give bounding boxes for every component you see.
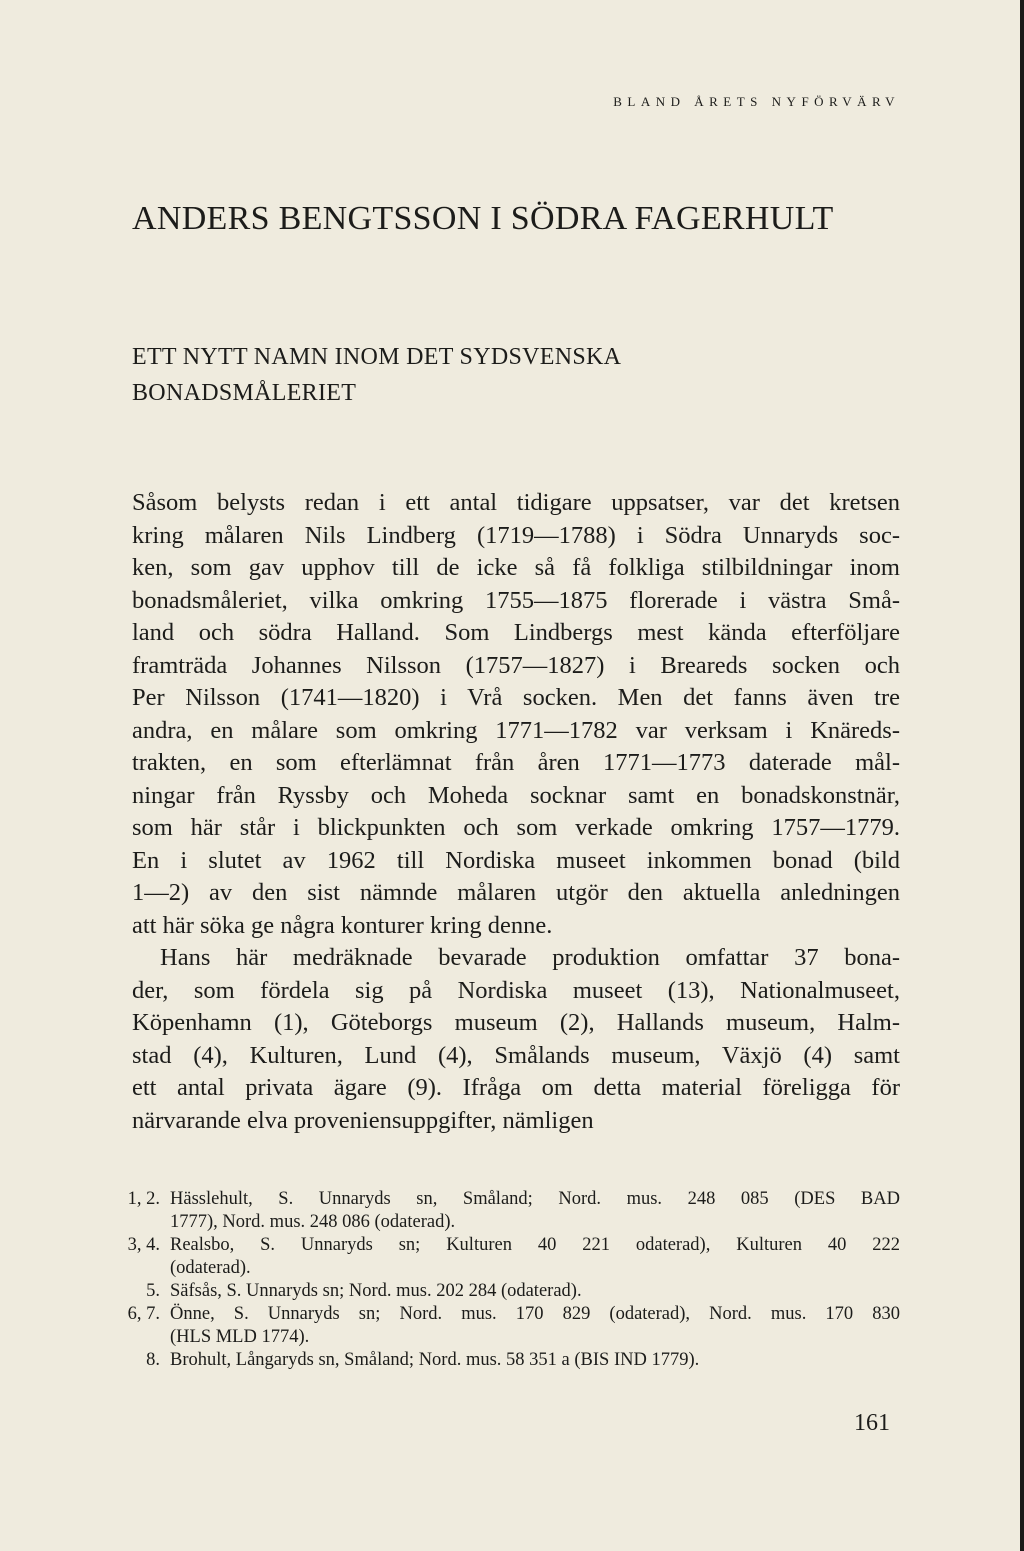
- text-line: trakten, en som efterlämnat från åren 1771—1773 daterade mål-: [132, 749, 900, 776]
- footnote-text: [170, 1280, 900, 1303]
- article-subtitle: [132, 339, 902, 411]
- text-line: stad (4), Kulturen, Lund (4), Smålands museum, Växjö (4) samt: [132, 1041, 900, 1069]
- footnote-text: [170, 1303, 900, 1349]
- footnote-line: 1777), Nord. mus. 248 086 (odaterad).: [170, 1212, 456, 1232]
- footnote: [122, 1303, 900, 1349]
- footnote-number: 8.: [146, 1350, 160, 1370]
- text-line: Per Nilsson (1741—1820) i Vrå socken. Men det fanns även tre: [132, 684, 900, 711]
- text-line: ett antal privata ägare (9). Ifråga om detta material föreligga för: [132, 1074, 900, 1101]
- footnote-line: (odaterad).: [170, 1258, 251, 1278]
- footnote-line: (HLS MLD 1774).: [170, 1327, 310, 1347]
- text-line: att här söka ge några konturer kring denne.: [132, 911, 553, 939]
- footnote-text: [170, 1234, 900, 1280]
- text-line: land och södra Halland. Som Lindbergs mest kända efterföljare: [132, 619, 900, 646]
- text-line: En i slutet av 1962 till Nordiska museet inkommen bonad (bild: [132, 846, 900, 874]
- text-line: framträda Johannes Nilsson (1757—1827) i Breareds socken och: [132, 651, 900, 679]
- text-line: 1—2) av den sist nämnde målaren utgör den aktuella anledningen: [132, 879, 900, 906]
- footnote-line: Hässlehult, S. Unnaryds sn, Småland; Nord. mus. 248 085 (DES BAD: [170, 1189, 900, 1209]
- footnote: [122, 1280, 900, 1303]
- footnotes: [122, 1188, 900, 1372]
- footnote: [122, 1349, 900, 1372]
- footnote-number: 5.: [146, 1281, 160, 1301]
- text-line: andra, en målare som omkring 1771—1782 var verksam i Knäreds-: [132, 716, 900, 744]
- text-line: Såsom belysts redan i ett antal tidigare uppsatser, var det kretsen: [132, 489, 900, 516]
- paragraph-1: [132, 487, 900, 942]
- page-number: 161: [854, 1410, 890, 1436]
- article-title: ANDERS BENGTSSON I SÖDRA FAGERHULT: [132, 200, 834, 237]
- text-line: Hans här medräknade bevarade produktion omfattar 37 bona-: [160, 944, 900, 971]
- text-line: Köpenhamn (1), Göteborgs museum (2), Hallands museum, Halm-: [132, 1009, 900, 1036]
- footnote-number: 6, 7.: [127, 1304, 160, 1324]
- subtitle-line: BONADSMÅLERIET: [132, 380, 357, 406]
- footnote-line: Realsbo, S. Unnaryds sn; Kulturen 40 221 odaterad), Kulturen 40 222: [170, 1235, 900, 1255]
- text-line: ningar från Ryssby och Moheda socknar samt en bonadskonstnär,: [132, 781, 900, 809]
- footnote-line: Önne, S. Unnaryds sn; Nord. mus. 170 829 (odaterad), Nord. mus. 170 830: [170, 1304, 900, 1324]
- footnote-line: Brohult, Långaryds sn, Småland; Nord. mus. 58 351 a (BIS IND 1779).: [170, 1350, 700, 1370]
- subtitle-line: ETT NYTT NAMN INOM DET SYDSVENSKA: [132, 344, 622, 370]
- footnote-number: 3, 4.: [127, 1235, 160, 1255]
- footnote: [122, 1188, 900, 1234]
- paragraph-2: [132, 942, 900, 1137]
- footnote-text: [170, 1349, 900, 1372]
- footnote: [122, 1234, 900, 1280]
- text-line: bonadsmåleriet, vilka omkring 1755—1875 florerade i västra Små-: [132, 586, 900, 614]
- text-line: som här står i blickpunkten och som verkade omkring 1757—1779.: [132, 814, 900, 841]
- text-line: kring målaren Nils Lindberg (1719—1788) i Södra Unnaryds soc-: [132, 521, 900, 549]
- body-text: [132, 487, 900, 1137]
- text-line: der, som fördela sig på Nordiska museet (13), Nationalmuseet,: [132, 976, 900, 1004]
- text-line: närvarande elva proveniensuppgifter, nämligen: [132, 1106, 594, 1134]
- footnote-text: [170, 1188, 900, 1234]
- text-line: ken, som gav upphov till de icke så få folkliga stilbildningar inom: [132, 554, 900, 581]
- footnote-line: Säfsås, S. Unnaryds sn; Nord. mus. 202 284 (odaterad).: [170, 1281, 582, 1301]
- running-head: BLAND ÅRETS NYFÖRVÄRV: [613, 94, 900, 109]
- footnote-number: 1, 2.: [127, 1189, 160, 1209]
